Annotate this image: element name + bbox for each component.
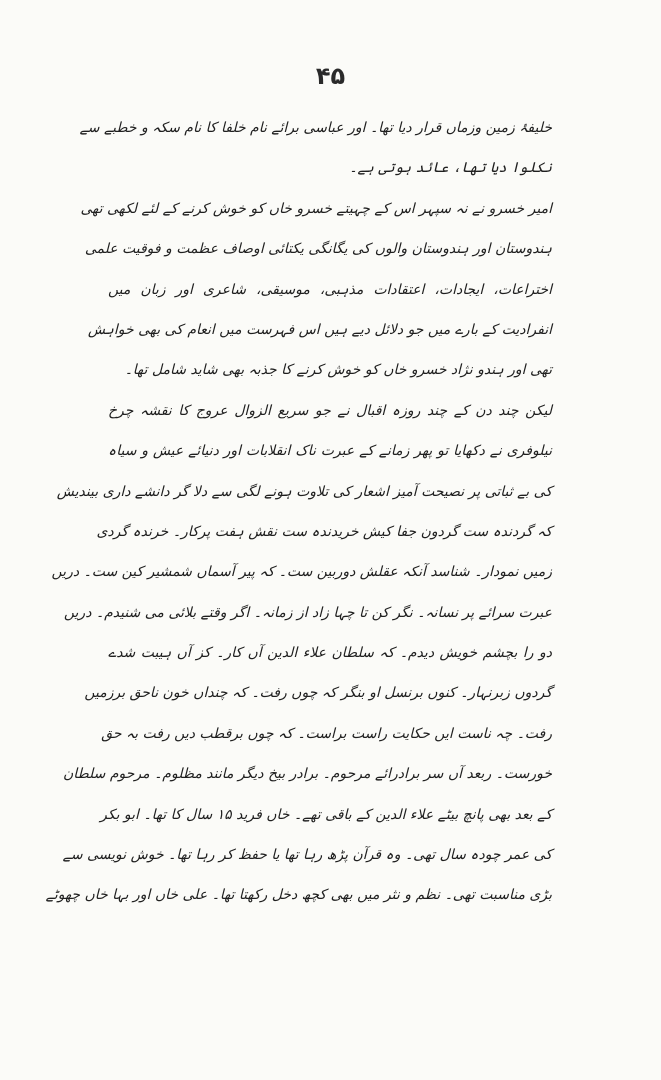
text-line: امیر خسرو نے نہ سپہر اس کے چہیتے خسرو خاں کو خوش کرنے کے لئے لکھی تھی	[80, 200, 552, 217]
text-line: رفت۔ چہ ناست ایں حکایت راست براست۔ کہ چوں برقطب دیں رفت بہ حق	[101, 725, 552, 742]
text-line: کی بے ثباتی پر نصیحت آمیز اشعار کی تلاوت ہونے لگی سے دلا گر دانشے داری بیندیش	[56, 483, 552, 500]
text-line: ہندوستان اور ہندوستان والوں کی یگانگی یکتائی اوصاف عظمت و فوقیت علمی	[84, 241, 552, 258]
text-line: خلیفۂ زمین وزماں قرار دیا تھا۔ اور عباسی برائے نام خلفا کا نام سکہ و خطبے سے	[79, 120, 552, 136]
text-line: کے بعد بھی پانچ بیٹے علاء الدین کے باقی تھے۔ خاں فرید ۱۵ سال کا تھا۔ ابو بکر	[100, 806, 552, 823]
text-line: نیلوفری نے دکھایا تو پھر زمانے کے عبرت ناک انقلابات اور دنیائے عیش و سیاہ	[108, 443, 552, 460]
text-body	[45, 108, 552, 916]
text-line: انفرادیت کے بارے میں جو دلائل دیے ہیں اس فہرست میں انعام کی بھی خواہش	[87, 321, 552, 338]
text-line: دو را بچشم خویش دیدم۔ کہ سلطان علاء الدین آں کار۔ کز آں ہیبت شدے	[108, 645, 552, 662]
text-line: بڑی مناسبت تھی۔ نظم و نثر میں بھی کچھ دخل رکھتا تھا۔ علی خاں اور بہا خاں چھوٹے	[45, 887, 552, 904]
text-line: اختراعات، ایجادات، اعتقادات مذہبی، موسیقی، شاعری اور زبان میں	[108, 281, 552, 298]
text-line: نکلوا دیا تھا، عائد ہوتی ہے۔	[349, 160, 552, 177]
text-line: خورست۔ ربعد آں سر برادرائے مرحوم۔ برادر بیخ دیگر مانند مظلوم۔ مرحوم سلطان	[63, 766, 552, 783]
text-line: لیکن چند دن کے چند روزہ اقبال نے جو سریع الزوال عروج کا نقشہ چرخ	[108, 402, 552, 419]
text-line: گردوں زبرنہار۔ کنوں برنسل او بنگر کہ چوں رفت۔ کہ چنداں خون ناحق برزمیں	[84, 685, 552, 702]
text-line: تھی اور ہندو نژاد خسرو خاں کو خوش کرنے کا جذبہ بھی شاید شامل تھا۔	[124, 362, 552, 379]
text-line: زمیں نمودار۔ شناسد آنکہ عقلش دوربین ست۔ کہ پیر آسماں شمشیر کین ست۔ دریں	[51, 564, 552, 581]
text-line: کی عمر چودہ سال تھی۔ وہ قرآن پڑھ رہا تھا یا حفظ کر رہا تھا۔ خوش نویسی سے	[62, 847, 552, 864]
text-line: کہ گردندہ ست گردون جفا کیش خریدندہ ست نقش ہفت پرکار۔ خرندہ گردی	[96, 523, 552, 540]
text-line: عبرت سرائے پر نسانہ۔ نگر کن تا چہا زاد از زمانہ۔ اگر وقتے بلائی می شنیدم۔ دریں	[63, 604, 552, 621]
page-number: ۴۵	[315, 62, 346, 90]
